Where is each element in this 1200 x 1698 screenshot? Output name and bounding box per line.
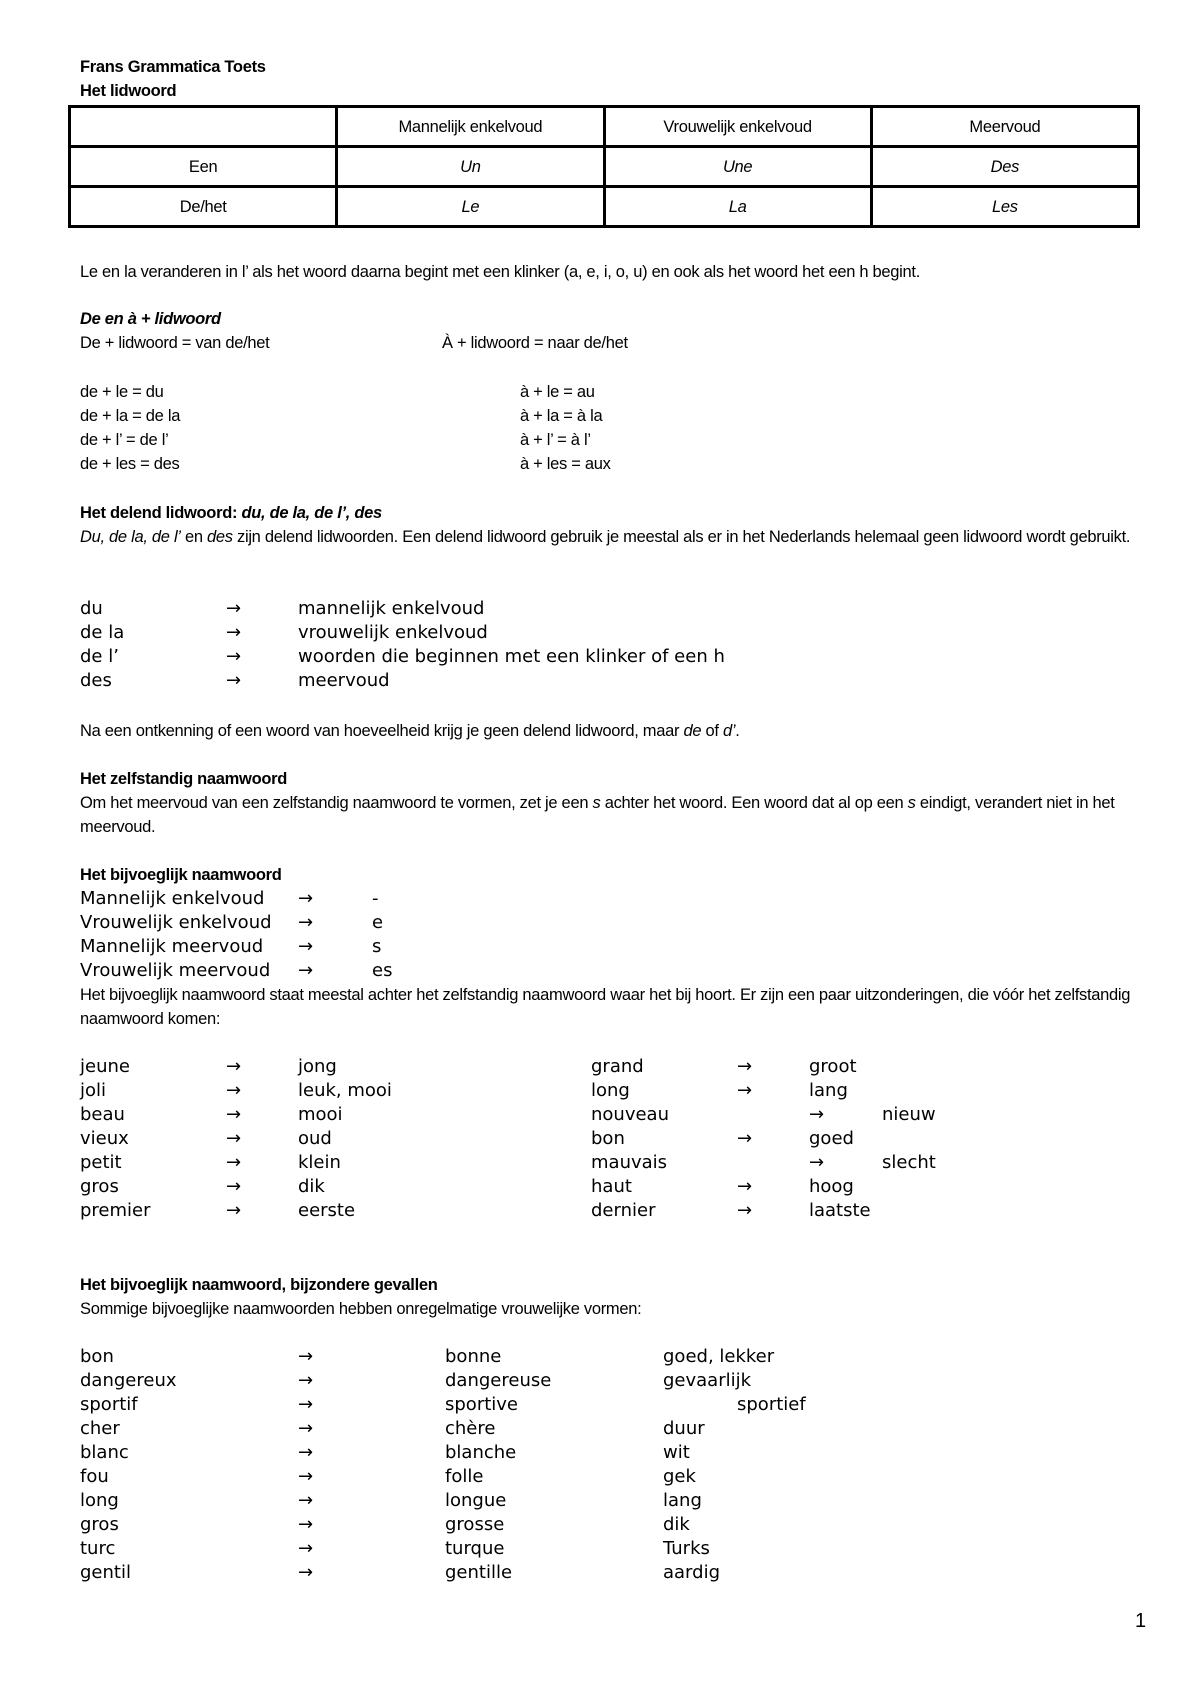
exception-nl: oud — [298, 1128, 332, 1149]
special-feminine: dangereuse — [445, 1370, 552, 1391]
contraction-rule: à + les = aux — [520, 455, 611, 473]
special-masculine: gentil — [80, 1562, 131, 1583]
italic-text: s — [592, 794, 601, 812]
heading-italic-text: du, de la, de l’, des — [241, 504, 382, 522]
table-cell: De/het — [70, 187, 337, 227]
special-translation: gek — [663, 1466, 696, 1487]
section-heading-noun: Het zelfstandig naamwoord — [80, 770, 288, 788]
special-masculine: fou — [80, 1466, 109, 1487]
special-feminine: grosse — [445, 1514, 505, 1535]
text: Om het meervoud van een zelfstandig naamwoord te vormen, zet je een — [80, 794, 593, 812]
article-table — [68, 105, 1140, 228]
exception-fr: petit — [80, 1152, 122, 1173]
exception-nl: lang — [809, 1080, 848, 1101]
special-masculine: long — [80, 1490, 119, 1511]
arrow-icon: → — [298, 1490, 314, 1511]
arrow-icon: → — [226, 1080, 242, 1101]
exception-nl: eerste — [298, 1200, 356, 1221]
arrow-icon: → — [226, 598, 242, 619]
special-translation: goed, lekker — [663, 1346, 775, 1367]
arrow-icon: → — [226, 1128, 242, 1149]
arrow-icon: → — [226, 1176, 242, 1197]
arrow-icon: → — [226, 622, 242, 643]
special-translation: dik — [663, 1514, 690, 1535]
arrow-icon: → — [298, 1442, 314, 1463]
partitive-meaning: mannelijk enkelvoud — [298, 598, 485, 619]
table-cell: Un — [337, 147, 604, 187]
exception-fr: beau — [80, 1104, 125, 1125]
special-masculine: turc — [80, 1538, 116, 1559]
exception-fr: bon — [591, 1128, 625, 1149]
text: zijn delend lidwoorden. Een delend lidwoord gebruik je meestal als er in het Nederlands helemaal geen lidwoord wordt gebruikt. — [232, 528, 1131, 546]
arrow-icon: → — [298, 1370, 314, 1391]
arrow-icon: → — [226, 670, 242, 691]
exception-fr: mauvais — [591, 1152, 668, 1173]
special-feminine: chère — [445, 1418, 496, 1439]
table-row — [70, 147, 1139, 187]
table-cell: Le — [337, 187, 604, 227]
contraction-intro-de: De + lidwoord = van de/het — [80, 334, 270, 352]
special-feminine: gentille — [445, 1562, 513, 1583]
table-row — [70, 187, 1139, 227]
exception-nl: mooi — [298, 1104, 343, 1125]
italic-text: des — [207, 528, 233, 546]
exception-fr: haut — [591, 1176, 632, 1197]
table-header-cell: Mannelijk enkelvoud — [337, 107, 604, 147]
arrow-icon: → — [737, 1176, 753, 1197]
italic-text: s — [907, 794, 916, 812]
partitive-meaning: meervoud — [298, 670, 390, 691]
exception-fr: premier — [80, 1200, 151, 1221]
negation-note — [80, 719, 740, 743]
special-feminine: turque — [445, 1538, 505, 1559]
exception-nl: dik — [298, 1176, 325, 1197]
special-feminine: blanche — [445, 1442, 517, 1463]
arrow-icon: → — [298, 1418, 314, 1439]
table-cell: Les — [871, 187, 1138, 227]
text: eindigt, verandert niet in het meervoud. — [80, 794, 1115, 836]
ending-label: Vrouwelijk meervoud — [80, 960, 271, 981]
section-heading-adjective: Het bijvoeglijk naamwoord — [80, 866, 282, 884]
exception-fr: vieux — [80, 1128, 129, 1149]
special-cases-intro: Sommige bijvoeglijke naamwoorden hebben onregelmatige vrouwelijke vormen: — [80, 1300, 642, 1318]
special-translation: wit — [663, 1442, 690, 1463]
special-translation: sportief — [737, 1394, 806, 1415]
exception-fr: joli — [80, 1080, 107, 1101]
ending-value: s — [372, 936, 382, 957]
special-translation: Turks — [663, 1538, 710, 1559]
section-heading-contractions: De en à + lidwoord — [80, 310, 221, 328]
partitive-term: de l’ — [80, 646, 119, 667]
section-heading-special-cases: Het bijvoeglijk naamwoord, bijzondere gevallen — [80, 1276, 438, 1294]
special-feminine: sportive — [445, 1394, 519, 1415]
arrow-icon: → — [226, 1056, 242, 1077]
contraction-rule: à + la = à la — [520, 407, 603, 425]
italic-text: Du, de la, de l’ — [80, 528, 181, 546]
contraction-rule: de + les = des — [80, 455, 180, 473]
arrow-icon: → — [737, 1200, 753, 1221]
heading-text: Het delend lidwoord: — [80, 504, 242, 522]
arrow-icon: → — [298, 936, 314, 957]
ending-label: Vrouwelijk enkelvoud — [80, 912, 272, 933]
partitive-term: de la — [80, 622, 125, 643]
text: en — [180, 528, 208, 546]
special-feminine: longue — [445, 1490, 507, 1511]
exception-fr: nouveau — [591, 1104, 669, 1125]
contraction-intro-a: À + lidwoord = naar de/het — [442, 334, 628, 352]
exception-nl: nieuw — [882, 1104, 936, 1125]
arrow-icon: → — [298, 1466, 314, 1487]
arrow-icon: → — [298, 1514, 314, 1535]
ending-value: es — [372, 960, 393, 981]
exception-fr: long — [591, 1080, 630, 1101]
contraction-rule: de + l’ = de l’ — [80, 431, 169, 449]
contraction-rule: de + le = du — [80, 383, 164, 401]
text: Na een ontkenning of een woord van hoeveelheid krijg je geen delend lidwoord, maar — [80, 722, 684, 740]
special-translation: aardig — [663, 1562, 720, 1583]
table-cell: Een — [70, 147, 337, 187]
ending-value: - — [372, 888, 379, 909]
special-translation: duur — [663, 1418, 705, 1439]
text: . — [735, 722, 740, 740]
arrow-icon: → — [737, 1128, 753, 1149]
partitive-intro — [80, 525, 1140, 549]
exception-fr: gros — [80, 1176, 119, 1197]
arrow-icon: → — [226, 1200, 242, 1221]
arrow-icon: → — [226, 646, 242, 667]
arrow-icon: → — [298, 888, 314, 909]
ending-value: e — [372, 912, 384, 933]
exception-nl: hoog — [809, 1176, 854, 1197]
table-header-cell: Meervoud — [871, 107, 1138, 147]
arrow-icon: → — [298, 1346, 314, 1367]
arrow-icon: → — [809, 1152, 825, 1173]
exception-nl: groot — [809, 1056, 857, 1077]
exception-fr: dernier — [591, 1200, 656, 1221]
special-feminine: bonne — [445, 1346, 502, 1367]
special-masculine: cher — [80, 1418, 120, 1439]
table-cell: La — [604, 187, 871, 227]
arrow-icon: → — [226, 1152, 242, 1173]
special-translation: gevaarlijk — [663, 1370, 752, 1391]
page-number: 1 — [1135, 1610, 1147, 1632]
partitive-meaning: vrouwelijk enkelvoud — [298, 622, 488, 643]
noun-plural-rule — [80, 791, 1140, 839]
arrow-icon: → — [298, 912, 314, 933]
exception-nl: slecht — [882, 1152, 936, 1173]
text: achter het woord. Een woord dat al op een — [600, 794, 908, 812]
partitive-term: des — [80, 670, 112, 691]
contraction-rule: à + l’ = à l’ — [520, 431, 591, 449]
arrow-icon: → — [298, 1538, 314, 1559]
special-masculine: bon — [80, 1346, 114, 1367]
text: of — [701, 722, 723, 740]
arrow-icon: → — [226, 1104, 242, 1125]
exception-nl: laatste — [809, 1200, 871, 1221]
special-masculine: gros — [80, 1514, 119, 1535]
section-heading-partitive — [80, 501, 382, 525]
table-header-cell — [70, 107, 337, 147]
ending-label: Mannelijk enkelvoud — [80, 888, 265, 909]
table-cell: Des — [871, 147, 1138, 187]
special-masculine: blanc — [80, 1442, 129, 1463]
italic-text: de — [683, 722, 702, 740]
table-cell: Une — [604, 147, 871, 187]
exception-fr: jeune — [80, 1056, 130, 1077]
adjective-placement-note: Het bijvoeglijk naamwoord staat meestal achter het zelfstandig naamwoord waar het bij hoort. Er zijn een paar uitzonderingen, die vóór het zelfstandig naamwoord komen: — [80, 986, 1131, 1028]
page-title: Frans Grammatica Toets — [80, 58, 266, 76]
exception-nl: goed — [809, 1128, 854, 1149]
arrow-icon: → — [737, 1056, 753, 1077]
contraction-rule: de + la = de la — [80, 407, 181, 425]
ending-label: Mannelijk meervoud — [80, 936, 264, 957]
arrow-icon: → — [298, 1562, 314, 1583]
special-translation: lang — [663, 1490, 702, 1511]
table-header-cell: Vrouwelijk enkelvoud — [604, 107, 871, 147]
section-heading-article: Het lidwoord — [80, 82, 177, 100]
special-feminine: folle — [445, 1466, 484, 1487]
exception-nl: jong — [298, 1056, 337, 1077]
special-masculine: sportif — [80, 1394, 138, 1415]
arrow-icon: → — [809, 1104, 825, 1125]
table-header-row — [70, 107, 1139, 147]
arrow-icon: → — [737, 1080, 753, 1101]
contraction-rule: à + le = au — [520, 383, 595, 401]
elision-note: Le en la veranderen in l’ als het woord daarna begint met een klinker (a, e, i, o, u) en ook als het woord het een h begint. — [80, 263, 920, 281]
arrow-icon: → — [298, 1394, 314, 1415]
special-masculine: dangereux — [80, 1370, 177, 1391]
exception-nl: leuk, mooi — [298, 1080, 392, 1101]
exception-nl: klein — [298, 1152, 341, 1173]
arrow-icon: → — [298, 960, 314, 981]
exception-fr: grand — [591, 1056, 644, 1077]
italic-text: d’ — [722, 722, 736, 740]
partitive-meaning: woorden die beginnen met een klinker of een h — [298, 646, 725, 667]
partitive-term: du — [80, 598, 103, 619]
